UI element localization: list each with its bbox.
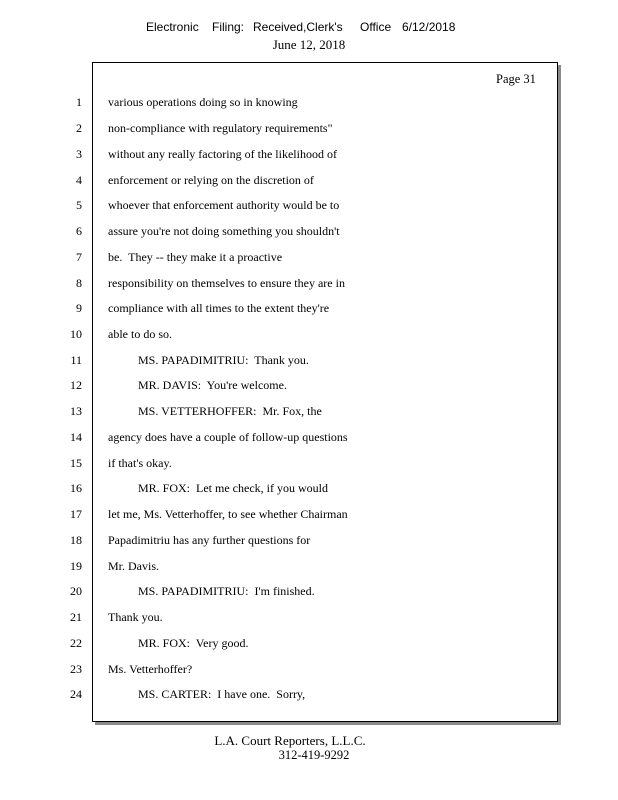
transcript-line: Thank you. (108, 610, 163, 624)
line-number: 24 (70, 687, 82, 701)
transcript-line: MS. PAPADIMITRIU: Thank you. (108, 353, 309, 367)
line-number: 15 (70, 456, 82, 470)
filing-date: June 12, 2018 (272, 37, 346, 52)
reporter-company: L.A. Court Reporters, L.L.C. (214, 733, 366, 748)
transcript-line: MS. VETTERHOFFER: Mr. Fox, the (108, 404, 322, 418)
transcript-line: agency does have a couple of follow-up questions (108, 430, 348, 444)
line-number: 18 (70, 533, 82, 547)
transcript-line: MS. PAPADIMITRIU: I'm finished. (108, 584, 315, 598)
line-number: 4 (76, 173, 82, 187)
transcript-line: MS. CARTER: I have one. Sorry, (108, 687, 306, 701)
transcript-line: enforcement or relying on the discretion of (108, 173, 314, 187)
filing-label-electronic: Electronic (146, 20, 199, 34)
transcript-line: able to do so. (108, 327, 172, 341)
line-number: 10 (70, 327, 82, 341)
page-number: Page 31 (496, 72, 536, 86)
line-number: 3 (76, 147, 82, 161)
filing-stamp-date: 6/12/2018 (402, 20, 456, 34)
electronic-filing-stamp (0, 20, 618, 36)
transcript-line: MR. FOX: Let me check, if you would (108, 481, 328, 495)
line-number: 13 (70, 404, 82, 418)
line-number: 6 (76, 224, 82, 238)
reporter-phone: 312-419-9292 (278, 748, 350, 762)
filing-label-filing: Filing: (212, 20, 245, 34)
line-number: 20 (70, 584, 82, 598)
line-number: 11 (70, 353, 82, 367)
filing-label-received: Received,Clerk's (253, 20, 343, 34)
transcript-line: MR. FOX: Very good. (108, 636, 249, 650)
line-number: 5 (76, 198, 82, 212)
transcript-line: responsibility on themselves to ensure they are in (108, 276, 345, 290)
transcript-line: Mr. Davis. (108, 559, 159, 573)
transcript-line: whoever that enforcement authority would be to (108, 198, 340, 212)
filing-label-office: Office (360, 20, 392, 34)
line-number: 16 (70, 481, 82, 495)
transcript-line: non-compliance with regulatory requirements" (108, 121, 333, 135)
transcript-line: MR. DAVIS: You're welcome. (108, 378, 287, 392)
line-number: 23 (70, 662, 82, 676)
transcript-line: Papadimitriu has any further questions for (108, 533, 311, 547)
transcript-line: let me, Ms. Vetterhoffer, to see whether Chairman (108, 507, 348, 521)
transcript-line: compliance with all times to the extent they're (108, 301, 330, 315)
line-number: 12 (70, 378, 82, 392)
transcript-line: assure you're not doing something you shouldn't (108, 224, 340, 238)
transcript-line: if that's okay. (108, 456, 172, 470)
line-number: 1 (76, 95, 82, 109)
line-number: 22 (70, 636, 82, 650)
line-number: 8 (76, 276, 82, 290)
line-number: 9 (76, 301, 82, 315)
transcript-line: without any really factoring of the likelihood of (108, 147, 337, 161)
transcript-line: be. They -- they make it a proactive (108, 250, 283, 264)
line-number: 2 (76, 121, 82, 135)
line-number: 14 (70, 430, 82, 444)
transcript-line: various operations doing so in knowing (108, 95, 298, 109)
line-number: 17 (70, 507, 82, 521)
line-number: 21 (70, 610, 82, 624)
line-number: 7 (76, 250, 82, 264)
line-number: 19 (70, 559, 82, 573)
transcript-line: Ms. Vetterhoffer? (108, 662, 193, 676)
